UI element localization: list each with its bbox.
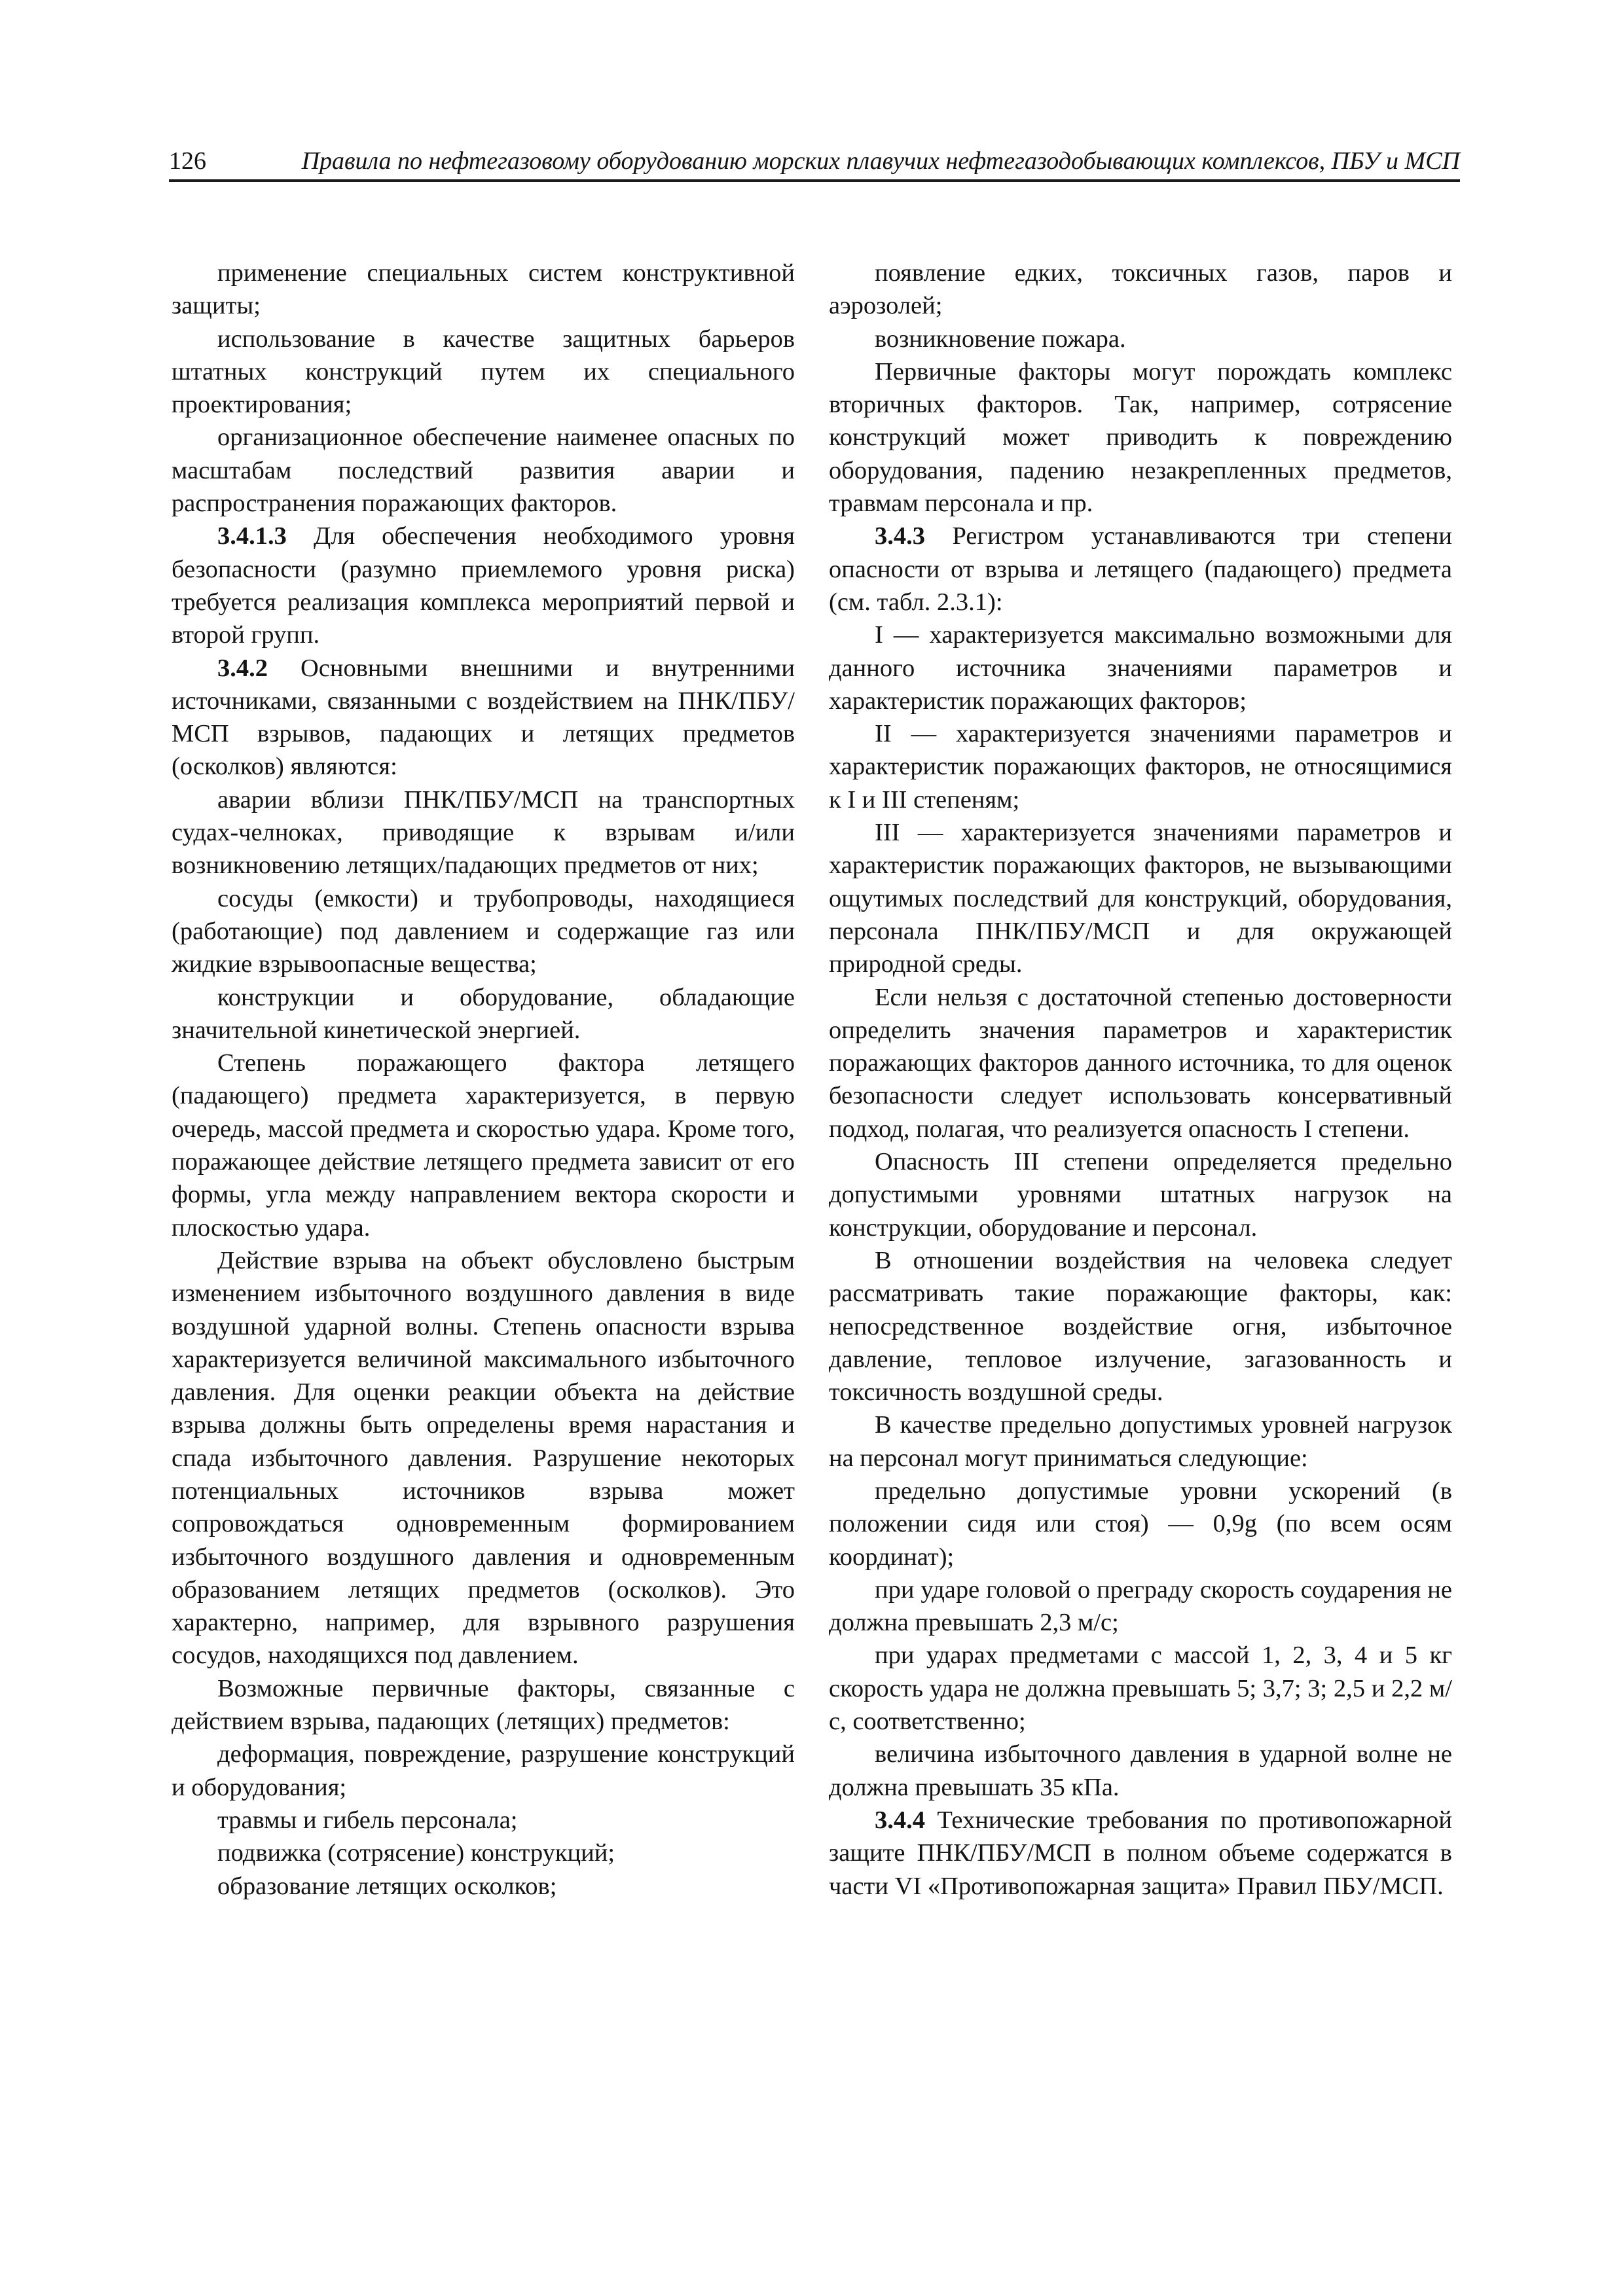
paragraph	[829, 1738, 1452, 1804]
paragraph	[172, 783, 795, 882]
page-header	[169, 145, 1460, 182]
paragraph-text: I — характеризуется максимально возможными для данного источника значениями параметров и характеристик поражающих факторов;	[829, 621, 1452, 715]
paragraph	[829, 1573, 1452, 1640]
paragraph-text: предельно допустимые уровни ускорений (в положении сидя или стоя) — 0,9g (по всем осям координат);	[829, 1477, 1452, 1571]
paragraph-text: II — характеризуется значениями параметров и характеристик поражающих факторов, не относящимися к I и III степеням;	[829, 720, 1452, 814]
paragraph	[172, 882, 795, 981]
paragraph	[172, 520, 795, 651]
paragraph	[172, 421, 795, 520]
paragraph-text: возникновение пожара.	[875, 325, 1126, 353]
paragraph	[829, 257, 1452, 323]
paragraph-text: аварии вблизи ПНК/ПБУ/МСП на транспортных судах-челноках, приводящие к взрывам и/или возникновению летящих/падающих предметов от них;	[172, 785, 795, 880]
section-number: 3.4.1.3	[217, 522, 287, 550]
paragraph	[172, 1738, 795, 1804]
paragraph	[829, 816, 1452, 980]
paragraph	[172, 323, 795, 422]
paragraph-text: Опасность III степени определяется предельно допустимыми уровнями штатных нагрузок на конструкции, оборудование и персонал.	[829, 1148, 1452, 1242]
paragraph-text: Основными внешними и внутренними источниками, связанными с воздействием на ПНК/ПБУ/МСП взрывов, падающих и летящих предметов (осколков) являются:	[172, 654, 795, 781]
paragraph	[829, 1244, 1452, 1408]
paragraph-text: III — характеризуется значениями параметров и характеристик поражающих факторов, не вызывающими ощутимых последствий для конструкций, оборудования, персонала ПНК/ПБУ/МСП и для окружающей природной среды.	[829, 819, 1452, 978]
running-title: Правила по нефтегазовому оборудованию морских плавучих нефтегазодобывающих комплексов, ПБУ и МСП	[301, 147, 1460, 175]
paragraph-text: В отношении воздействия на человека следует рассматривать такие поражающие факторы, как: непосредственное воздействие огня, избыточное давление, тепловое излучение, загазованность и токсичность воздушной среды.	[829, 1246, 1452, 1407]
paragraph	[172, 981, 795, 1047]
section-number: 3.4.2	[217, 654, 268, 682]
paragraph-text: Если нельзя с достаточной степенью достоверности определить значения параметров и характеристик поражающих факторов данного источника, то для оценок безопасности следует использовать консервативный подход, полагая, что реализуется опасность I степени.	[829, 983, 1452, 1143]
paragraph-text: Регистром устанавливаются три степени опасности от взрыва и летящего (падающего) предмета (см. табл. 2.3.1):	[829, 522, 1452, 616]
paragraph-text: Первичные факторы могут порождать комплекс вторичных факторов. Так, например, сотрясение конструкций может приводить к повреждению оборудования, падению незакрепленных предметов, травмам персонала и пр.	[829, 357, 1452, 518]
right-column	[829, 257, 1452, 1903]
left-column	[172, 257, 795, 1903]
section-number: 3.4.3	[875, 522, 925, 550]
paragraph-text: образование летящих осколков;	[217, 1872, 557, 1900]
paragraph-text: Возможные первичные факторы, связанные с действием взрыва, падающих (летящих) предметов:	[172, 1674, 795, 1736]
paragraph	[829, 323, 1452, 355]
paragraph	[829, 1408, 1452, 1475]
paragraph-text: при ударе головой о преграду скорость соударения не должна превышать 2,3 м/с;	[829, 1575, 1452, 1637]
paragraph	[172, 1837, 795, 1869]
paragraph	[829, 981, 1452, 1145]
paragraph-text: при ударах предметами с массой 1, 2, 3, 4 и 5 кг скорость удара не должна превышать 5; 3,7; 3; 2,5 и 2,2 м/с, соответственно;	[829, 1641, 1452, 1736]
paragraph	[172, 1672, 795, 1738]
paragraph-text: травмы и гибель персонала;	[217, 1806, 518, 1834]
paragraph-text: величина избыточного давления в ударной волне не должна превышать 35 кПа.	[829, 1740, 1452, 1801]
paragraph	[829, 717, 1452, 816]
paragraph	[172, 1804, 795, 1837]
paragraph-text: Действие взрыва на объект обусловлено быстрым изменением избыточного воздушного давления в виде воздушной ударной волны. Степень опасности взрыва характеризуется величиной максимального избыточного давления. Для оценки реакции объекта на действие взрыва должны быть определены время нарастания и спада избыточного давления. Разрушение некоторых потенциальных источников взрыва может сопровождаться одновременным формированием избыточного воздушного давления и одновременным образованием летящих предметов (осколков). Это характерно, например, для взрывного разрушения сосудов, находящихся под давлением.	[172, 1246, 795, 1670]
paragraph	[829, 1639, 1452, 1738]
paragraph	[829, 520, 1452, 619]
paragraph-text: В качестве предельно допустимых уровней нагрузок на персонал могут приниматься следующие:	[829, 1411, 1452, 1472]
paragraph	[172, 1244, 795, 1672]
page-number: 126	[169, 147, 206, 175]
paragraph-text: применение специальных систем конструктивной защиты;	[172, 259, 795, 320]
paragraph-text: подвижка (сотрясение) конструкций;	[217, 1839, 615, 1867]
paragraph	[829, 355, 1452, 520]
paragraph	[172, 257, 795, 323]
paragraph	[829, 619, 1452, 717]
paragraph	[172, 1047, 795, 1244]
paragraph	[172, 1870, 795, 1903]
paragraph-text: Степень поражающего фактора летящего (падающего) предмета характеризуется, в первую очередь, массой предмета и скоростью удара. Кроме того, поражающее действие летящего предмета зависит от его формы, угла между направлением вектора скорости и плоскостью удара.	[172, 1049, 795, 1242]
paragraph-text: сосуды (емкости) и трубопроводы, находящиеся (работающие) под давлением и содержащие газ или жидкие взрывоопасные вещества;	[172, 884, 795, 978]
paragraph	[172, 652, 795, 783]
paragraph	[829, 1475, 1452, 1573]
paragraph-text: конструкции и оборудование, обладающие значительной кинетической энергией.	[172, 983, 795, 1044]
paragraph	[829, 1804, 1452, 1903]
paragraph-text: использование в качестве защитных барьеров штатных конструкций путем их специального проектирования;	[172, 325, 795, 419]
paragraph-text: Для обеспечения необходимого уровня безопасности (разумно приемлемого уровня риска) требуется реализация комплекса мероприятий первой и второй групп.	[172, 522, 795, 649]
paragraph-text: Технические требования по противопожарной защите ПНК/ПБУ/МСП в полном объеме содержатся в части VI «Противопожарная защита» Правил ПБУ/МСП.	[829, 1806, 1452, 1900]
paragraph-text: организационное обеспечение наименее опасных по масштабам последствий развития аварии и распространения поражающих факторов.	[172, 423, 795, 518]
section-number: 3.4.4	[875, 1806, 925, 1834]
paragraph-text: деформация, повреждение, разрушение конструкций и оборудования;	[172, 1740, 795, 1801]
paragraph	[829, 1145, 1452, 1244]
paragraph-text: появление едких, токсичных газов, паров и аэрозолей;	[829, 259, 1452, 320]
